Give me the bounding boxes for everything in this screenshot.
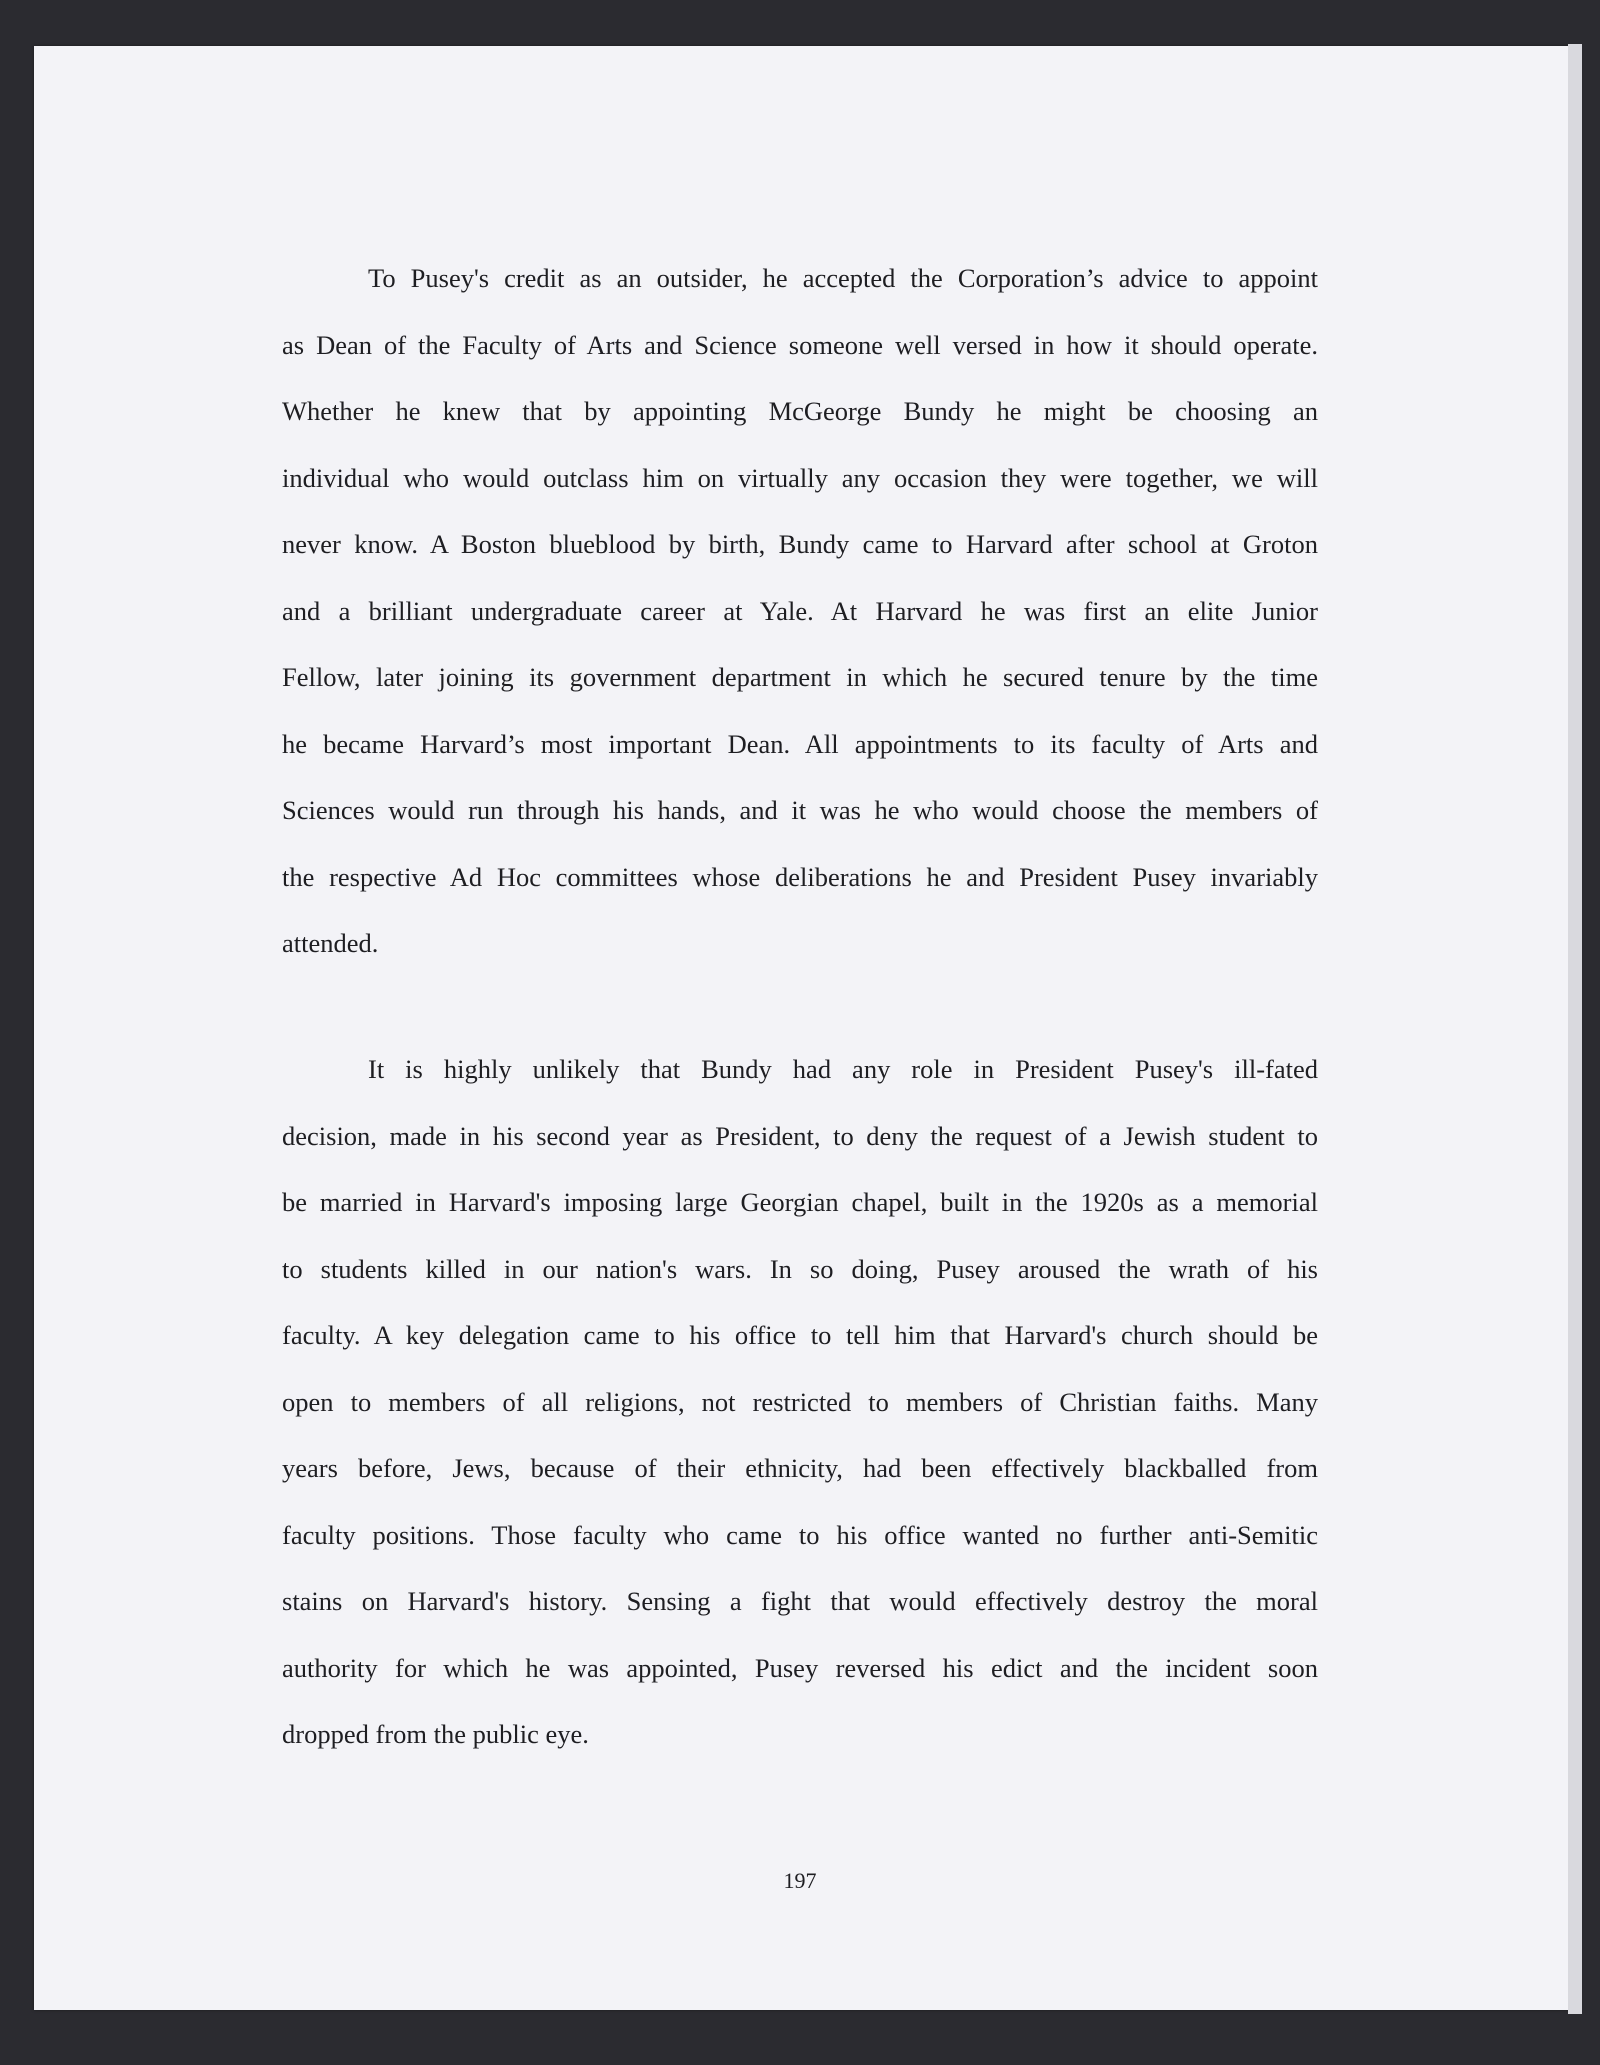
text-line: dropped from the public eye. (282, 1719, 589, 1749)
text-line: Sciences would run through his hands, and it was he who would choose the members of (282, 795, 1318, 825)
text-line: attended. (282, 928, 379, 958)
paper-edge (1568, 44, 1582, 2014)
text-line: never know. A Boston blueblood by birth, Bundy came to Harvard after school at Groton (282, 529, 1318, 559)
text-line: Fellow, later joining its government department in which he secured tenure by the time (282, 662, 1318, 692)
text-line: as Dean of the Faculty of Arts and Science someone well versed in how it should operate. (282, 329, 1318, 360)
page-number: 197 (783, 1868, 817, 1893)
text-line: It is highly unlikely that Bundy had any role in President Pusey's ill-fated (368, 1054, 1318, 1084)
text-line: decision, made in his second year as President, to deny the request of a Jewish student to (282, 1120, 1318, 1151)
text-line: To Pusey's credit as an outsider, he accepted the Corporation’s advice to appoint (368, 263, 1318, 293)
text-line: he became Harvard’s most important Dean. All appointments to its faculty of Arts and (282, 728, 1318, 759)
text-line: individual who would outclass him on virtually any occasion they were together, we will (282, 462, 1318, 493)
text-line: be married in Harvard's imposing large Georgian chapel, built in the 1920s as a memorial (282, 1187, 1318, 1217)
text-line: stains on Harvard's history. Sensing a fight that would effectively destroy the moral (282, 1586, 1318, 1616)
text-line: authority for which he was appointed, Pusey reversed his edict and the incident soon (282, 1652, 1318, 1683)
paragraph-1 (282, 245, 1318, 977)
text-line: faculty positions. Those faculty who came to his office wanted no further anti-Semitic (282, 1519, 1318, 1550)
text-line: years before, Jews, because of their ethnicity, had been effectively blackballed from (282, 1453, 1318, 1483)
text-line: open to members of all religions, not restricted to members of Christian faiths. Many (282, 1386, 1318, 1417)
text-line: faculty. A key delegation came to his office to tell him that Harvard's church should be (282, 1320, 1318, 1350)
text-line: the respective Ad Hoc committees whose deliberations he and President Pusey invariably (282, 861, 1318, 892)
text-line: to students killed in our nation's wars. In so doing, Pusey aroused the wrath of his (282, 1253, 1318, 1284)
paragraph-2 (282, 1036, 1318, 1768)
text-line: and a brilliant undergraduate career at Yale. At Harvard he was first an elite Junior (282, 595, 1318, 626)
text-line: Whether he knew that by appointing McGeorge Bundy he might be choosing an (282, 396, 1318, 426)
